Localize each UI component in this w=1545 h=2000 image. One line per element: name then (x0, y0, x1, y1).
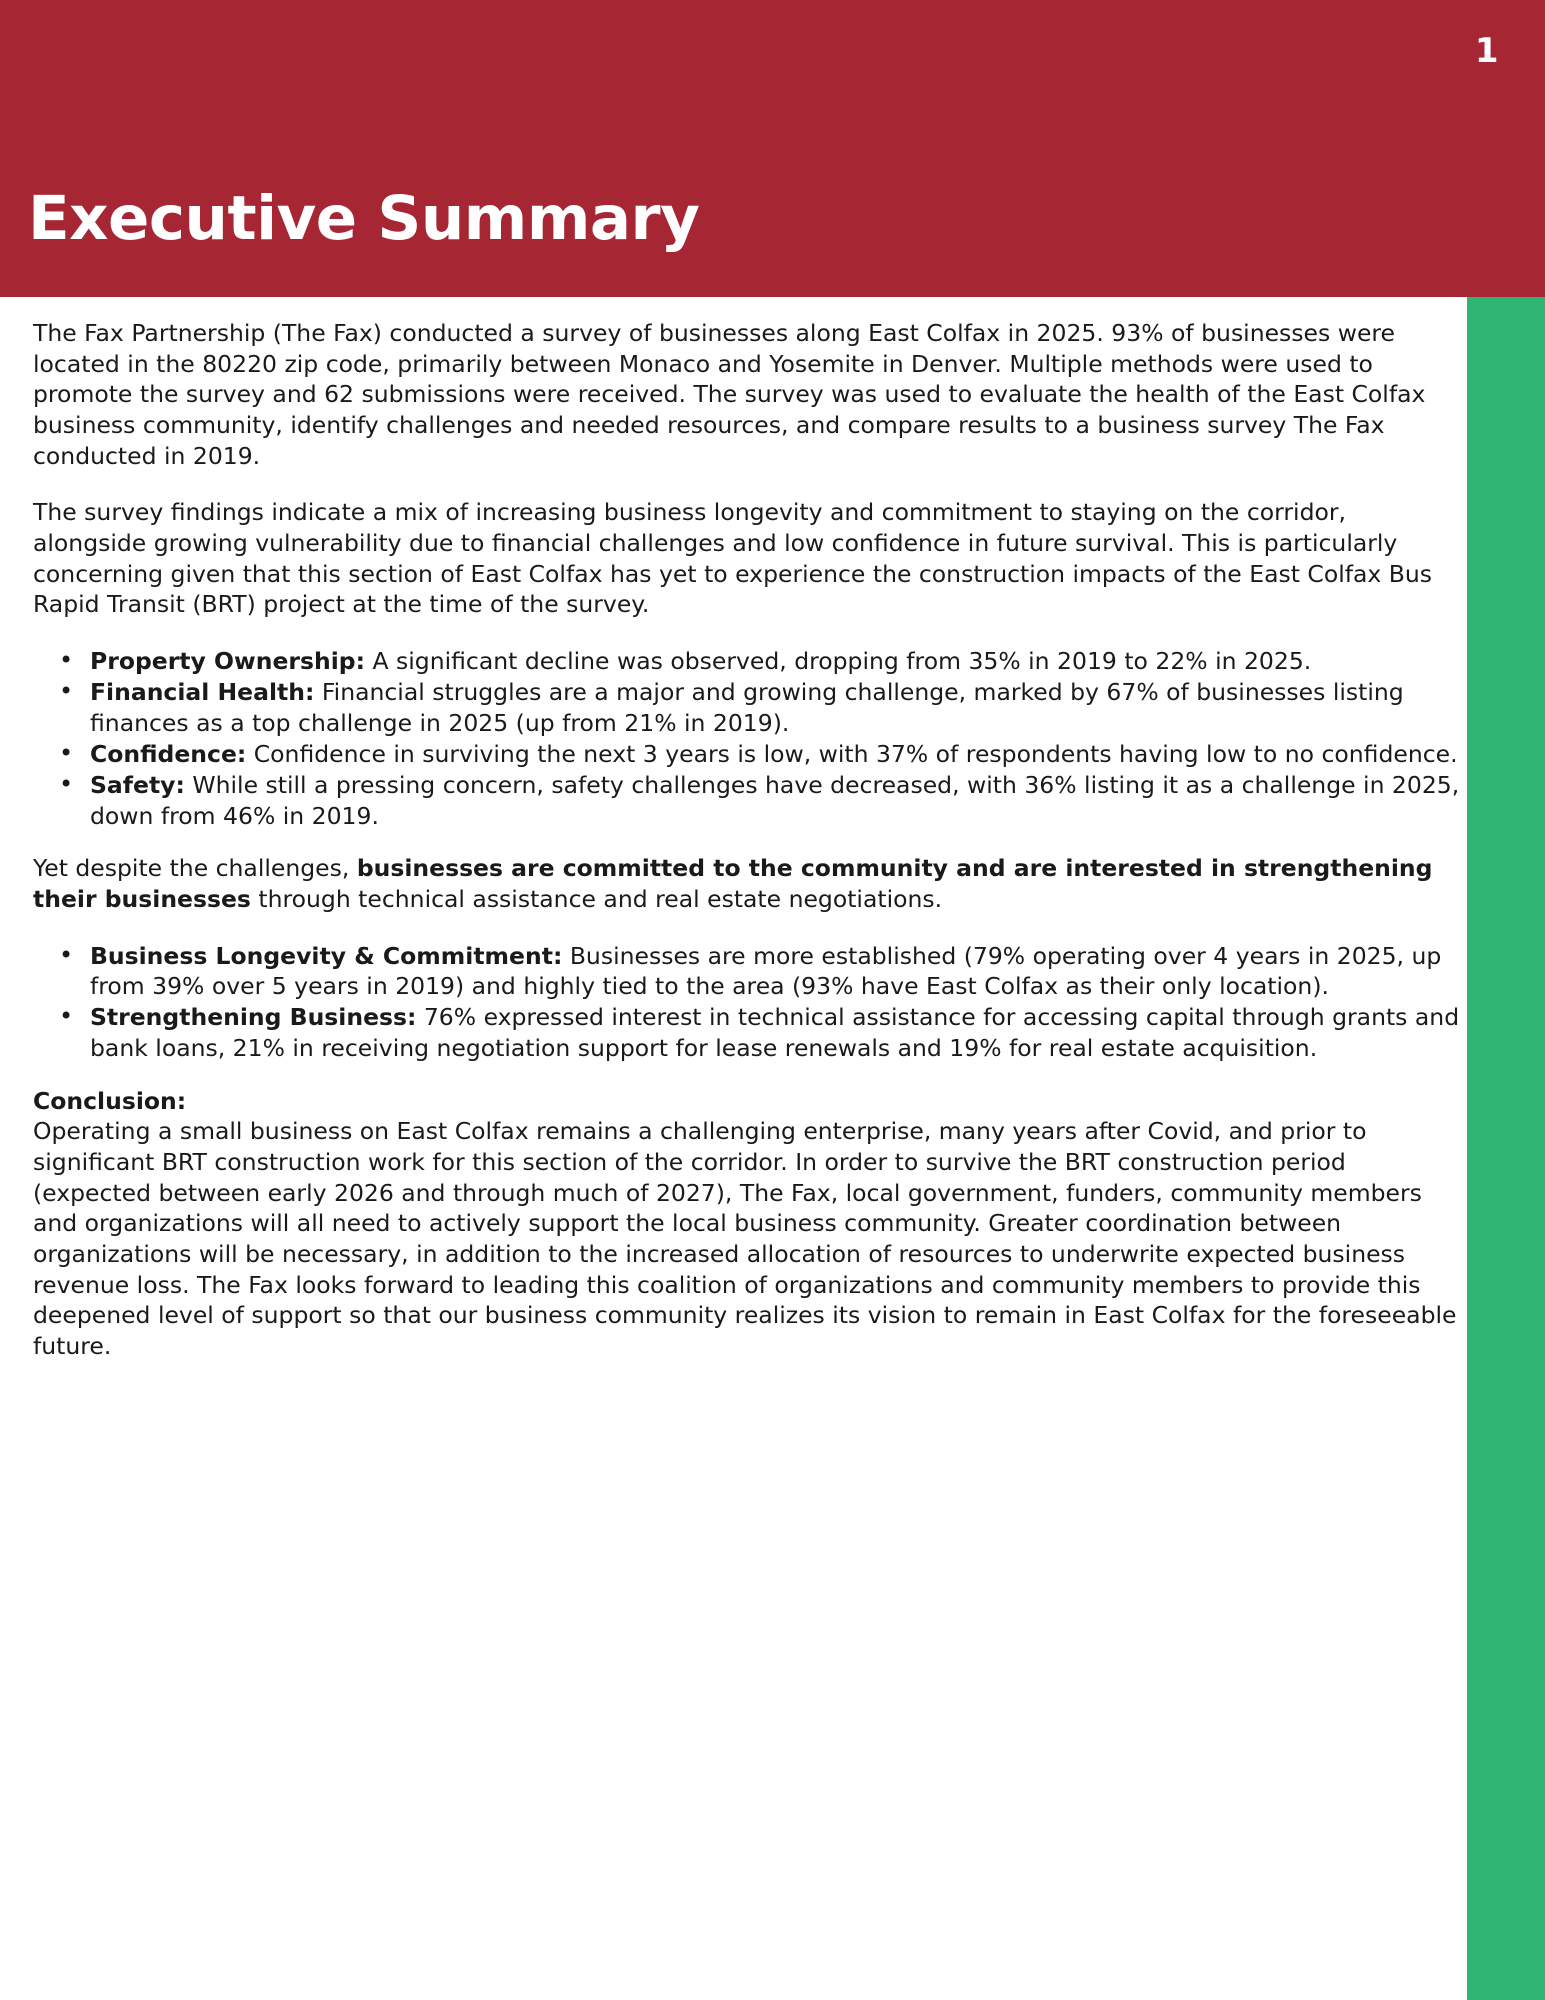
conclusion-body: Operating a small business on East Colfax remains a challenging enterprise, many years after Covid, and prior to significant BRT construction work for this section of the corridor. In order to survive the BRT construction period (expected between early 2026 and through much of 2027), The Fax, local government, funders, community members and organizations will all need to actively support the local business community. Greater coordination between organizations will be necessary, in addition to the increased allocation of resources to underwrite expected business revenue loss. The Fax looks forward to leading this coalition of organizations and community members to provide this deepened level of support so that our business community realizes its vision to remain in East Colfax for the foreseeable future. (33, 1117, 1457, 1361)
findings-bullet-list (33, 646, 1463, 831)
bullet-label: Safety: (90, 771, 185, 800)
commitment-bullet-list (33, 941, 1463, 1064)
bullet-text: Businesses are more established (79% operating over 4 years in 2025, up from 39% over 5 years in 2019) and highly tied to the area (93% have East Colfax as their only location). (90, 941, 1442, 1001)
list-item (90, 646, 1463, 677)
page-title: Executive Summary (28, 183, 700, 254)
intro-paragraph: The Fax Partnership (The Fax) conducted a survey of businesses along East Colfax in 2025. 93% of businesses were located in the 80220 zip code, primarily between Monaco and Yosemite in Denver. Multiple methods were used to promote the survey and 62 submissions were received. The survey was used to evaluate the health of the East Colfax business community, identify challenges and needed resources, and compare results to a business survey The Fax conducted in 2019. (33, 319, 1426, 470)
bullet-label: Confidence: (90, 739, 247, 768)
conclusion-paragraph (33, 1086, 1463, 1362)
list-item (90, 677, 1463, 738)
conclusion-label: Conclusion: (33, 1086, 187, 1115)
commitment-paragraph (33, 853, 1463, 914)
bullet-text: 76% expressed interest in technical assistance for accessing capital through grants and bank loans, 21% in receiving negotiation support for lease renewals and 19% for real estate acquisition. (90, 1003, 1460, 1063)
commitment-emphasis: businesses are committed to the community and are interested in strengthening their businesses (33, 854, 1433, 913)
bullet-label: Financial Health: (90, 678, 315, 707)
bullet-label: Property Ownership: (90, 646, 365, 675)
list-item (90, 739, 1463, 770)
bullet-text: Financial struggles are a major and growing challenge, marked by 67% of businesses listing finances as a top challenge in 2025 (up from 21% in 2019). (90, 678, 1404, 737)
bullet-text: Confidence in surviving the next 3 years is low, with 37% of respondents having low to no confidence. (246, 739, 1458, 768)
list-item (90, 770, 1463, 831)
list-item (90, 1002, 1463, 1063)
bullet-label: Business Longevity & Commitment: (90, 941, 563, 970)
commitment-tail: through technical assistance and real estate negotiations. (250, 885, 943, 913)
list-item (90, 941, 1463, 1002)
findings-paragraph: The survey findings indicate a mix of increasing business longevity and commitment to staying on the corridor, alongside growing vulnerability due to financial challenges and low confidence in future survival. This is particularly concerning given that this section of East Colfax has yet to experience the construction impacts of the East Colfax Bus Rapid Transit (BRT) project at the time of the survey. (33, 498, 1433, 619)
bullet-text: While still a pressing concern, safety challenges have decreased, with 36% listing it as a challenge in 2025, down from 46% in 2019. (90, 771, 1460, 830)
bullet-text: A significant decline was observed, dropping from 35% in 2019 to 22% in 2025. (364, 646, 1312, 675)
commitment-lead: Yet despite the challenges, (33, 854, 357, 883)
page-number: 1 (1474, 31, 1499, 71)
bullet-label: Strengthening Business: (90, 1003, 417, 1032)
document-body (33, 318, 1463, 1362)
green-accent-bar (1467, 297, 1545, 2000)
